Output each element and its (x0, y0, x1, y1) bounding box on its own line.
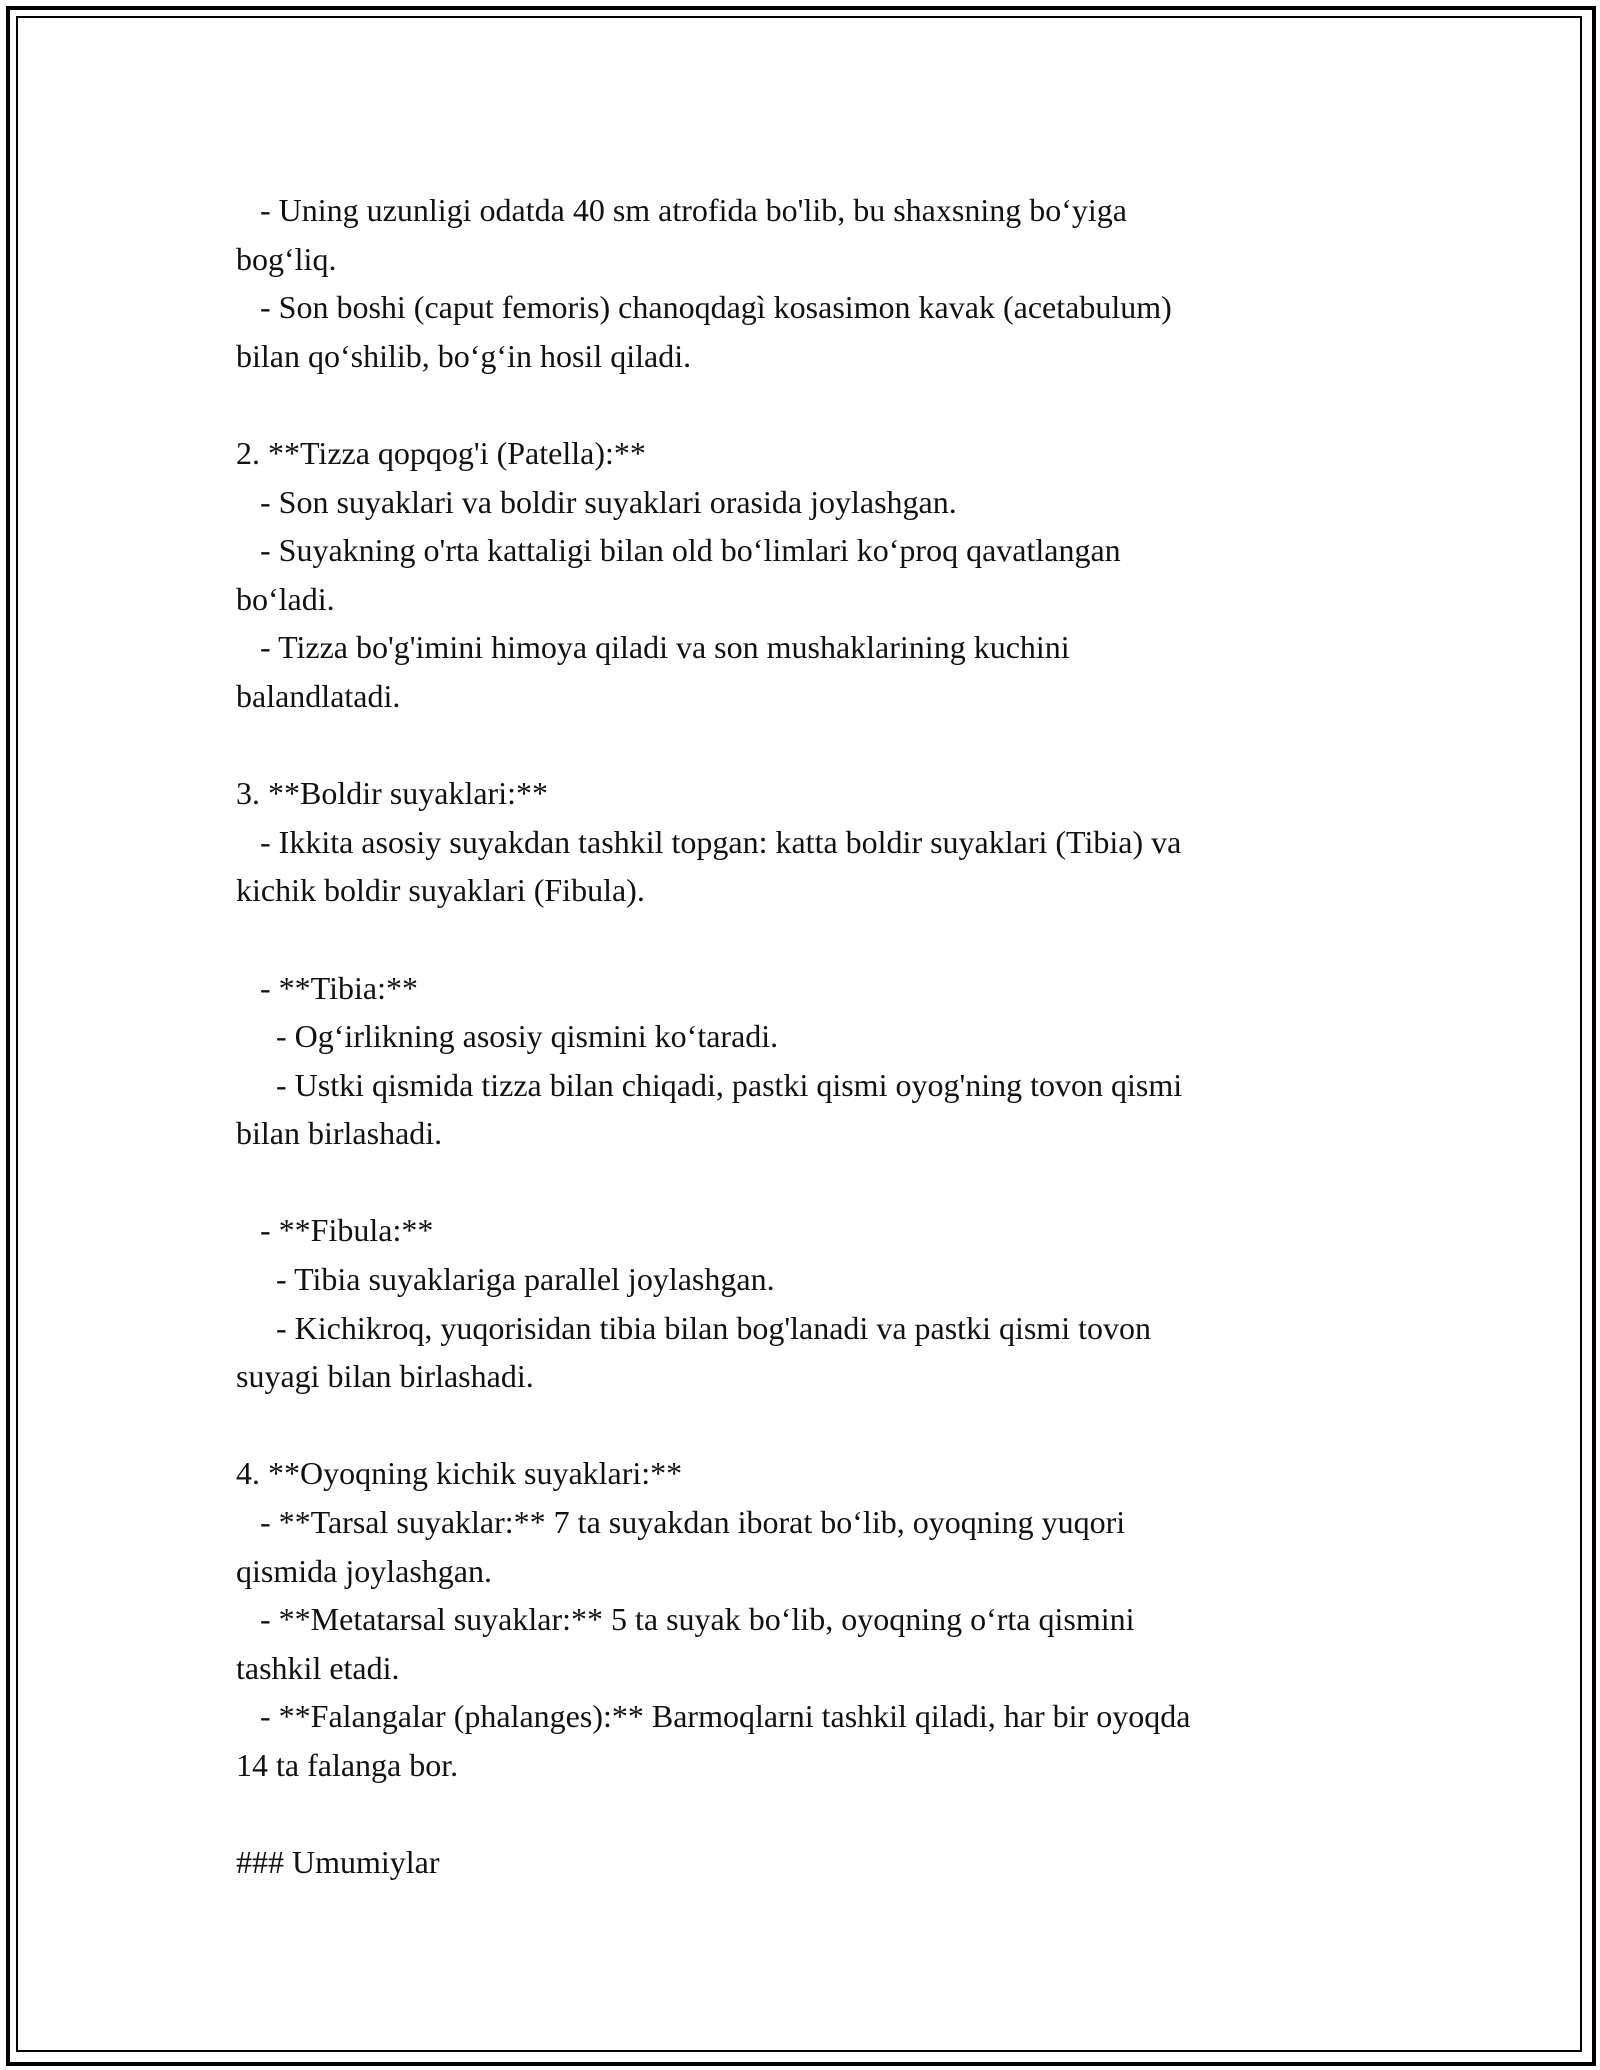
document-body (236, 186, 1396, 1887)
text-line: bilan birlashadi. (236, 1115, 443, 1152)
text-line: tashkil etadi. (236, 1649, 400, 1686)
blank-line (236, 380, 1396, 429)
text-line: - **Tarsal suyaklar:** 7 ta suyakdan iborat bo‘lib, oyoqning yuqori (236, 1504, 1126, 1541)
text-line: - Ustki qismida tizza bilan chiqadi, pastki qismi oyog'ning tovon qismi (236, 1066, 1183, 1103)
text-line: - Tizza bo'g'imini himoya qiladi va son mushaklarining kuchini (236, 629, 1070, 666)
text-line: qismida joylashgan. (236, 1552, 492, 1589)
text-line: 14 ta falanga bor. (236, 1747, 459, 1783)
text-line: kichik boldir suyaklari (Fibula). (236, 872, 645, 909)
blank-line (236, 1401, 1396, 1450)
blank-line (236, 1158, 1396, 1207)
text-line: - Og‘irlikning asosiy qismini ko‘taradi. (236, 1018, 779, 1055)
section-heading: 2. **Tizza qopqog'i (Patella):** (236, 434, 646, 471)
section-heading: ### Umumiylar (236, 1844, 440, 1881)
blank-line (236, 1790, 1396, 1839)
text-line: - Tibia suyaklariga parallel joylashgan. (236, 1261, 775, 1298)
blank-line (236, 915, 1396, 964)
section-heading: 4. **Oyoqning kichik suyaklari:** (236, 1455, 683, 1492)
text-line: suyagi bilan birlashadi. (236, 1358, 534, 1395)
blank-line (236, 721, 1396, 770)
text-line: bo‘ladi. (236, 580, 335, 617)
text-line: balandlatadi. (236, 677, 401, 714)
text-line: - Son suyaklari va boldir suyaklari orasida joylashgan. (236, 483, 957, 520)
text-line: - **Metatarsal suyaklar:** 5 ta suyak bo‘lib, oyoqning o‘rta qismini (236, 1601, 1135, 1638)
text-line: - Suyakning o'rta kattaligi bilan old bo‘limlari ko‘proq qavatlangan (236, 532, 1121, 569)
text-line: - Uning uzunligi odatda 40 sm atrofida bo'lib, bu shaxsning bo‘yiga (236, 192, 1127, 228)
subsection-heading: - **Fibula:** (236, 1212, 434, 1249)
subsection-heading: - **Tibia:** (236, 969, 418, 1006)
text-line: bilan qo‘shilib, bo‘g‘in hosil qiladi. (236, 337, 692, 374)
text-line: - Ikkita asosiy suyakdan tashkil topgan: katta boldir suyaklari (Tibia) va (236, 823, 1182, 860)
section-heading: 3. **Boldir suyaklari:** (236, 775, 548, 812)
text-line: - **Falangalar (phalanges):** Barmoqlarni tashkil qiladi, har bir oyoqda (236, 1698, 1191, 1735)
text-line: - Son boshi (caput femoris) chanoqdagì kosasimon kavak (acetabulum) (236, 289, 1172, 326)
text-line: bog‘liq. (236, 240, 337, 277)
text-line: - Kichikroq, yuqorisidan tibia bilan bog'lanadi va pastki qismi tovon (236, 1309, 1151, 1346)
